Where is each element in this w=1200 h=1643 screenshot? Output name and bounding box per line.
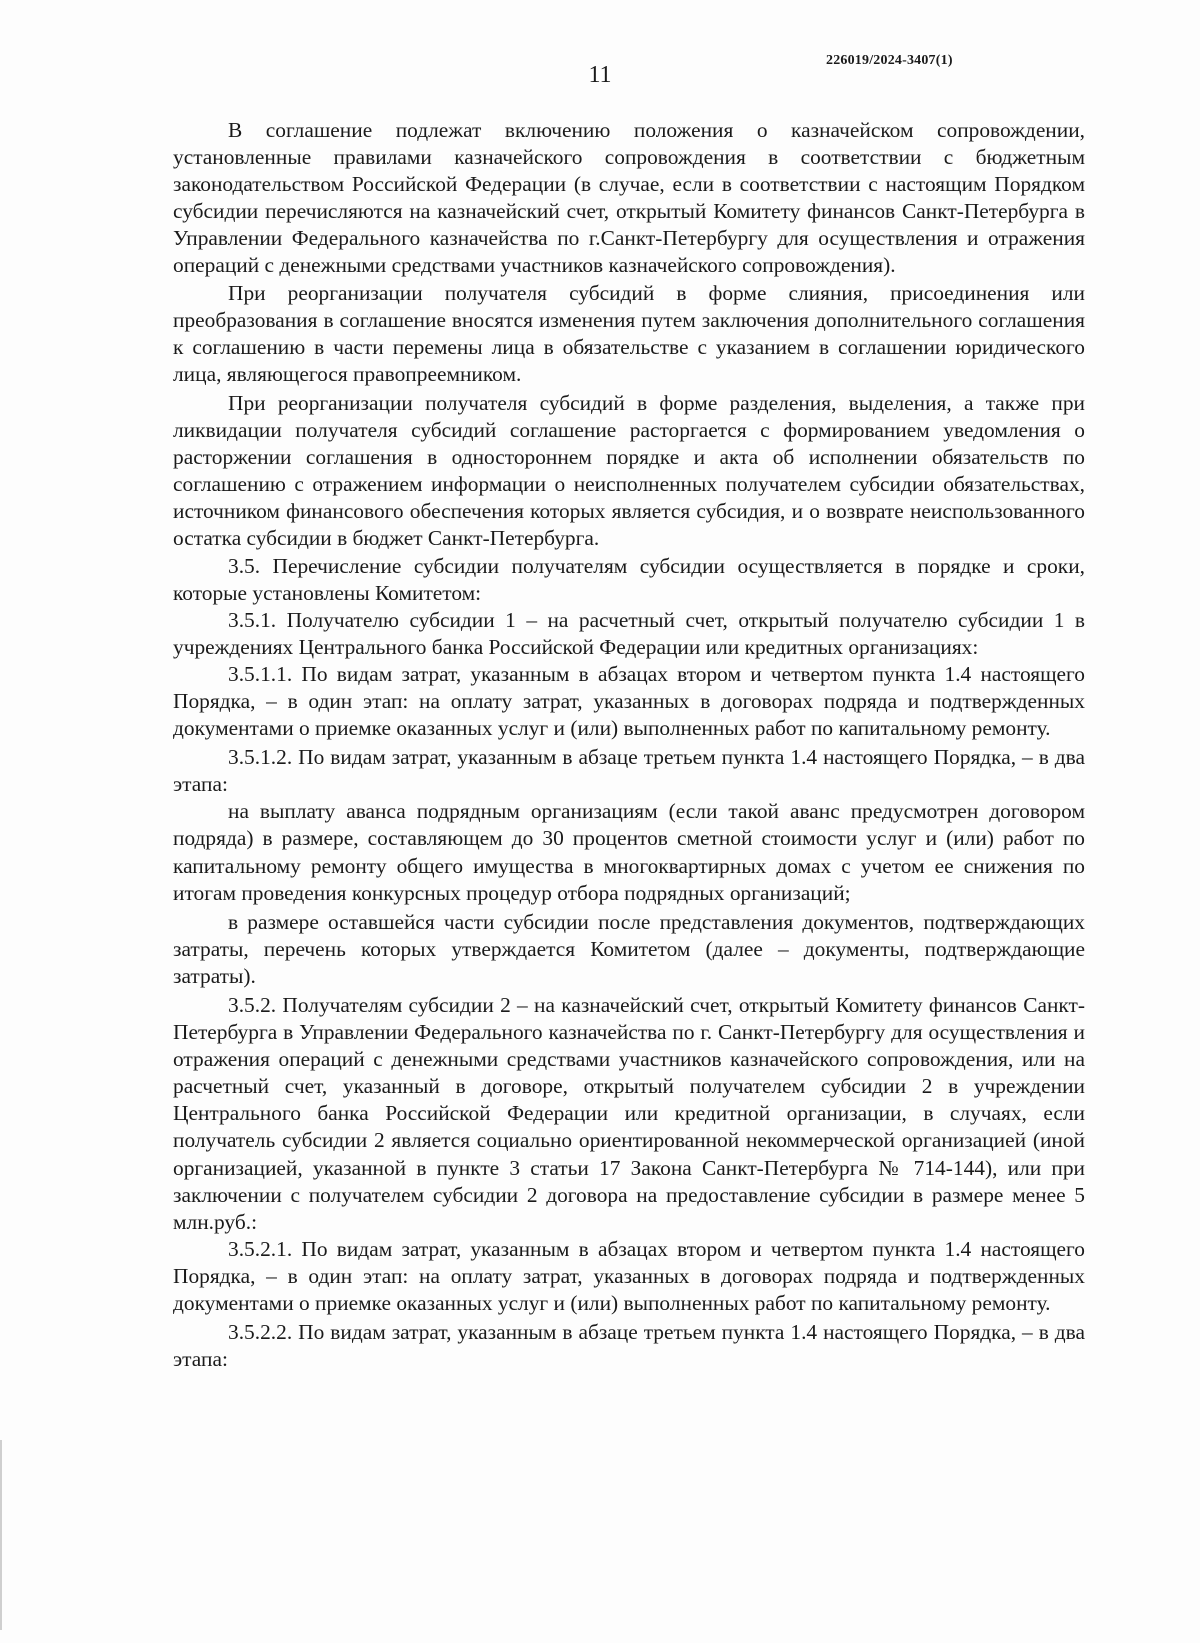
paragraph-3-5: 3.5. Перечисление субсидии получателям субсидии осуществляется в порядке и сроки, которые установлены Комитетом: (173, 553, 1085, 605)
page-number: 11 (588, 62, 612, 88)
paragraph-reorganization-division: При реорганизации получателя субсидий в форме разделения, выделения, а также при ликвидации получателя субсидий соглашение расторгается с формированием уведомления о расторжении соглашения в одностороннем порядке и акта об исполнении обязательств по соглашению с отражением информации о неисполненных получателем субсидии обязательствах, источником финансового обеспечения которых является субсидия, и о возврате неиспользованного остатка субсидии в бюджет Санкт-Петербурга. (173, 390, 1085, 551)
paragraph-remaining-part: в размере оставшейся части субсидии после представления документов, подтверждающих затраты, перечень которых утверждается Комитетом (далее – документы, подтверждающие затраты). (173, 909, 1085, 988)
document-body (173, 117, 1085, 1373)
scan-edge-mark (0, 1440, 2, 1630)
paragraph-treasury-support: В соглашение подлежат включению положения о казначейском сопровождении, установленные правилами казначейского сопровождения в соответствии с бюджетным законодательством Российской Федерации (в случае, если в соответствии с настоящим Порядком субсидии перечисляются на казначейский счет, открытый Комитету финансов Санкт-Петербурга в Управлении Федерального казначейства по г.Санкт-Петербургу для осуществления и отражения операций с денежными средствами участников казначейского сопровождения). (173, 118, 1085, 278)
paragraph-advance-payment: на выплату аванса подрядным организациям (если такой аванс предусмотрен договором подряда) в размере, составляющем до 30 процентов сметной стоимости услуг и (или) работ по капитальному ремонту общего имущества в многоквартирных домах с учетом ее снижения по итогам проведения конкурсных процедур отбора подрядных организаций; (173, 799, 1085, 905)
paragraph-reorganization-merger: При реорганизации получателя субсидий в форме слияния, присоединения или преобразования в соглашение вносятся изменения путем заключения дополнительного соглашения к соглашению в части перемены лица в обязательстве с указанием в соглашении юридического лица, являющегося правопреемником. (173, 280, 1085, 386)
paragraph-3-5-2-1: 3.5.2.1. По видам затрат, указанным в абзацах втором и четвертом пункта 1.4 настоящего Порядка, – в один этап: на оплату затрат, указанных в договорах подряда и подтвержденных документами о приемке оказанных услуг и (или) выполненных работ по капитальному ремонту. (173, 1236, 1085, 1316)
paragraph-3-5-2: 3.5.2. Получателям субсидии 2 – на казначейский счет, открытый Комитету финансов Санкт-Петербурга в Управлении Федерального казначейства по г. Санкт-Петербургу для осуществления и отражения операций с денежными средствами участников казначейского сопровождения, или на расчетный счет, указанный в договоре, открытый получателем субсидии 2 в учреждении Центрального банка Российской Федерации или кредитной организации, в случаях, если получатель субсидии 2 является социально ориентированной некоммерческой организацией (иной организацией, указанной в пункте 3 статьи 17 Закона Санкт-Петербурга № 714-144), или при заключении с получателем субсидии 2 договора на предоставление субсидии в размере менее 5 млн.руб.: (173, 993, 1085, 1234)
paragraph-3-5-1-1: 3.5.1.1. По видам затрат, указанным в абзацах втором и четвертом пункта 1.4 настоящего Порядка, – в один этап: на оплату затрат, указанных в договорах подряда и подтвержденных документами о приемке оказанных услуг и (или) выполненных работ по капитальному ремонту. (173, 661, 1085, 741)
paragraph-3-5-2-2: 3.5.2.2. По видам затрат, указанным в абзаце третьем пункта 1.4 настоящего Порядка, – в два этапа: (173, 1320, 1085, 1372)
document-registration-number: 226019/2024-3407(1) (826, 53, 953, 68)
paragraph-3-5-1: 3.5.1. Получателю субсидии 1 – на расчетный счет, открытый получателю субсидии 1 в учреждениях Центрального банка Российской Федерации или кредитных организациях: (173, 607, 1085, 659)
paragraph-3-5-1-2: 3.5.1.2. По видам затрат, указанным в абзаце третьем пункта 1.4 настоящего Порядка, – в два этапа: (173, 745, 1085, 797)
